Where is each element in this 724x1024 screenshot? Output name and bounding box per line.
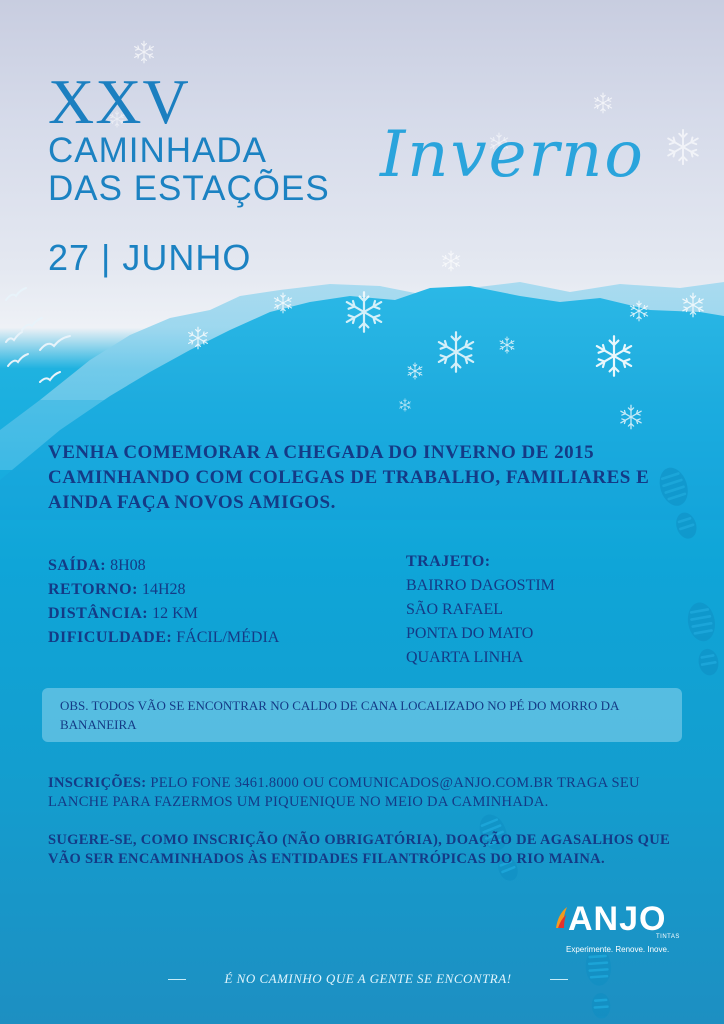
- distance-value: 12 KM: [152, 605, 198, 622]
- anjo-logo-mark: [554, 906, 568, 930]
- route-stop: SÃO RAFAEL: [406, 601, 504, 618]
- season-script-title: Inverno: [380, 118, 645, 192]
- footprint-icon: [685, 600, 724, 677]
- seagull-icon: [6, 288, 70, 382]
- brand-tagline: Experimente. Renove. Inove.: [566, 945, 670, 954]
- schedule-details: [48, 554, 279, 650]
- snowflake-icon: [442, 251, 459, 271]
- donation-text: SUGERE-SE, COMO INSCRIÇÃO (NÃO OBRIGATÓRIA), DOAÇÃO DE AGASALHOS QUE VÃO SER ENCAMINHADOS ÀS ENTIDADES FILANTRÓPICAS DO RIO MAINA.: [48, 832, 670, 867]
- title-line-2: DAS ESTAÇÕES: [48, 169, 330, 208]
- return-value: 14H28: [141, 581, 186, 598]
- departure-label: SAÍDA:: [48, 557, 107, 574]
- event-date: 27 | JUNHO: [48, 237, 252, 278]
- return-label: RETORNO:: [48, 581, 138, 598]
- route-heading: TRAJETO:: [406, 553, 491, 570]
- departure-value: 8H08: [110, 557, 146, 574]
- registration-paragraph: [48, 774, 688, 812]
- anjo-logo: [554, 900, 684, 960]
- registration-text: PELO FONE 3461.8000 OU COMUNICADOS@ANJO.COM.BR TRAGA SEU LANCHE PARA FAZERMOS UM PIQUENIQUE NO MEIO DA CAMINHADA.: [48, 775, 640, 810]
- difficulty-row: [48, 626, 279, 650]
- difficulty-value: FÁCIL/MÉDIA: [176, 629, 280, 646]
- meeting-point-note: OBS. TODOS VÃO SE ENCONTRAR NO CALDO DE CANA LOCALIZADO NO PÉ DO MORRO DA BANANEIRA: [42, 688, 682, 742]
- route-list: [406, 550, 555, 670]
- title-block: [48, 66, 330, 278]
- departure-row: [48, 554, 279, 578]
- footer-rule-right: [550, 979, 568, 980]
- route-stop: PONTA DO MATO: [406, 625, 534, 642]
- brand-sub: TINTAS: [656, 934, 680, 940]
- snowflake-icon: [668, 130, 698, 164]
- edition-number: XXV: [48, 66, 190, 137]
- route-stop: BAIRRO DAGOSTIM: [406, 577, 555, 594]
- return-row: [48, 578, 279, 602]
- intro-text: VENHA COMEMORAR A CHEGADA DO INVERNO DE 2015 CAMINHANDO COM COLEGAS DE TRABALHO, FAMILIARES E AINDA FAÇA NOVOS AMIGOS.: [48, 442, 650, 513]
- registration-block: [48, 774, 688, 869]
- brand-name: ANJO: [568, 900, 667, 938]
- title-line-1: CAMINHADA: [48, 131, 268, 170]
- difficulty-label: DIFICULDADE:: [48, 629, 173, 646]
- snowflake-icon: [594, 93, 611, 113]
- snowflake-icon: [135, 41, 154, 63]
- footer-slogan: É NO CAMINHO QUE A GENTE SE ENCONTRA!: [224, 971, 512, 986]
- distance-row: [48, 602, 279, 626]
- footer: [168, 968, 568, 992]
- registration-label: INSCRIÇÕES:: [48, 775, 147, 791]
- distance-label: DISTÂNCIA:: [48, 605, 149, 622]
- route-stop: QUARTA LINHA: [406, 649, 524, 666]
